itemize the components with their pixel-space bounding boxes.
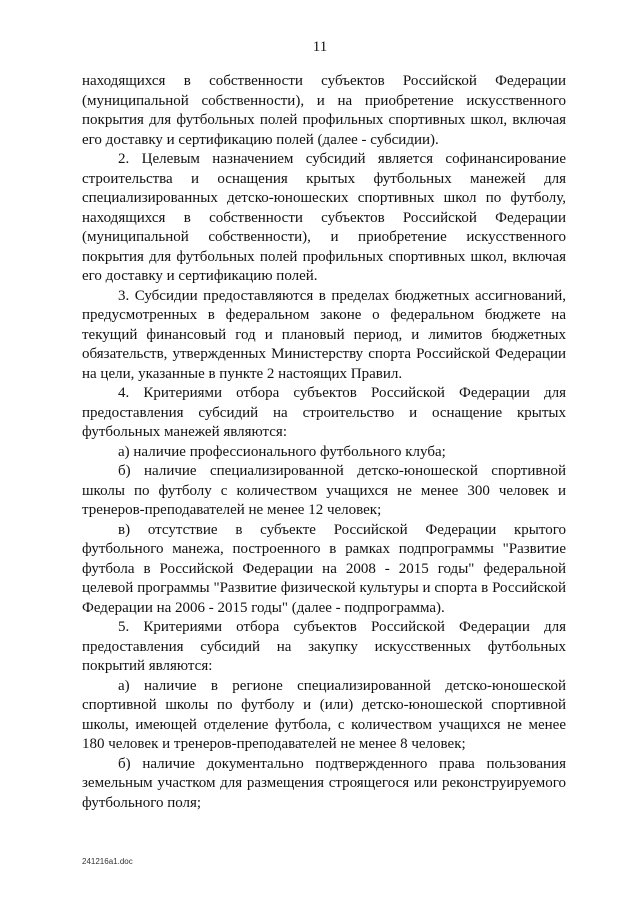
page-number: 11: [312, 39, 328, 55]
paragraph-4c: в) отсутствие в субъекте Российской Федерации крытого футбольного манежа, построенного в рамках подпрограммы "Развитие футбола в Российской Федерации на 2008 - 2015 годы" федеральной целевой программы "Развитие физической культуры и спорта в Российской Федерации на 2006 - 2015 годы" (далее - подпрограмма).: [82, 521, 566, 616]
document-file-code: 241216a1.doc: [82, 857, 133, 866]
paragraph-4b: б) наличие специализированной детско-юношеской спортивной школы по футболу с количеством учащихся не менее 300 человек и тренеров-преподавателей не менее 12 человек;: [82, 463, 566, 518]
paragraph-5-criteria: 5. Критериями отбора субъектов Российской Федерации для предоставления субсидий на закупку искусственных футбольных покрытий являются:: [82, 619, 566, 674]
paragraph-5a: а) наличие в регионе специализированной детско-юношеской спортивной школы по футболу и (или) детско-юношеской спортивной школы, имеющей отделение футбола, с количеством учащихся не менее 180 человек и тренеров-преподавателей не менее 8 человек;: [82, 677, 566, 752]
paragraph-5b: б) наличие документально подтвержденного права пользования земельным участком для размещения строящегося или реконструируемого футбольного поля;: [82, 755, 566, 811]
document-body: [82, 72, 566, 813]
paragraph-2-purpose: 2. Целевым назначением субсидий является софинансирование строительства и оснащения крытых футбольных манежей для специализированных детско-юношеских спортивных школ по футболу, находящихся в собственности субъектов Российской Федерации (муниципальной собственности), и приобретение искусственного покрытия для футбольных полей профильных спортивных школ, включая его доставку и сертификацию полей.: [82, 151, 566, 284]
paragraph-3-budget: 3. Субсидии предоставляются в пределах бюджетных ассигнований, предусмотренных в федеральном законе о федеральном бюджете на текущий финансовый год и плановый период, и лимитов бюджетных обязательств, утвержденных Министерству спорта Российской Федерации на цели, указанные в пункте 2 настоящих Правил.: [82, 287, 566, 382]
paragraph-continuation: находящихся в собственности субъектов Российской Федерации (муниципальной собственности), и на приобретение искусственного покрытия для футбольных полей профильных спортивных школ, включая его доставку и сертификацию полей (далее - субсидии).: [82, 73, 566, 148]
paragraph-4-criteria: 4. Критериями отбора субъектов Российской Федерации для предоставления субсидий на строительство и оснащение крытых футбольных манежей являются:: [82, 385, 566, 440]
paragraph-4a: а) наличие профессионального футбольного клуба;: [118, 443, 446, 460]
